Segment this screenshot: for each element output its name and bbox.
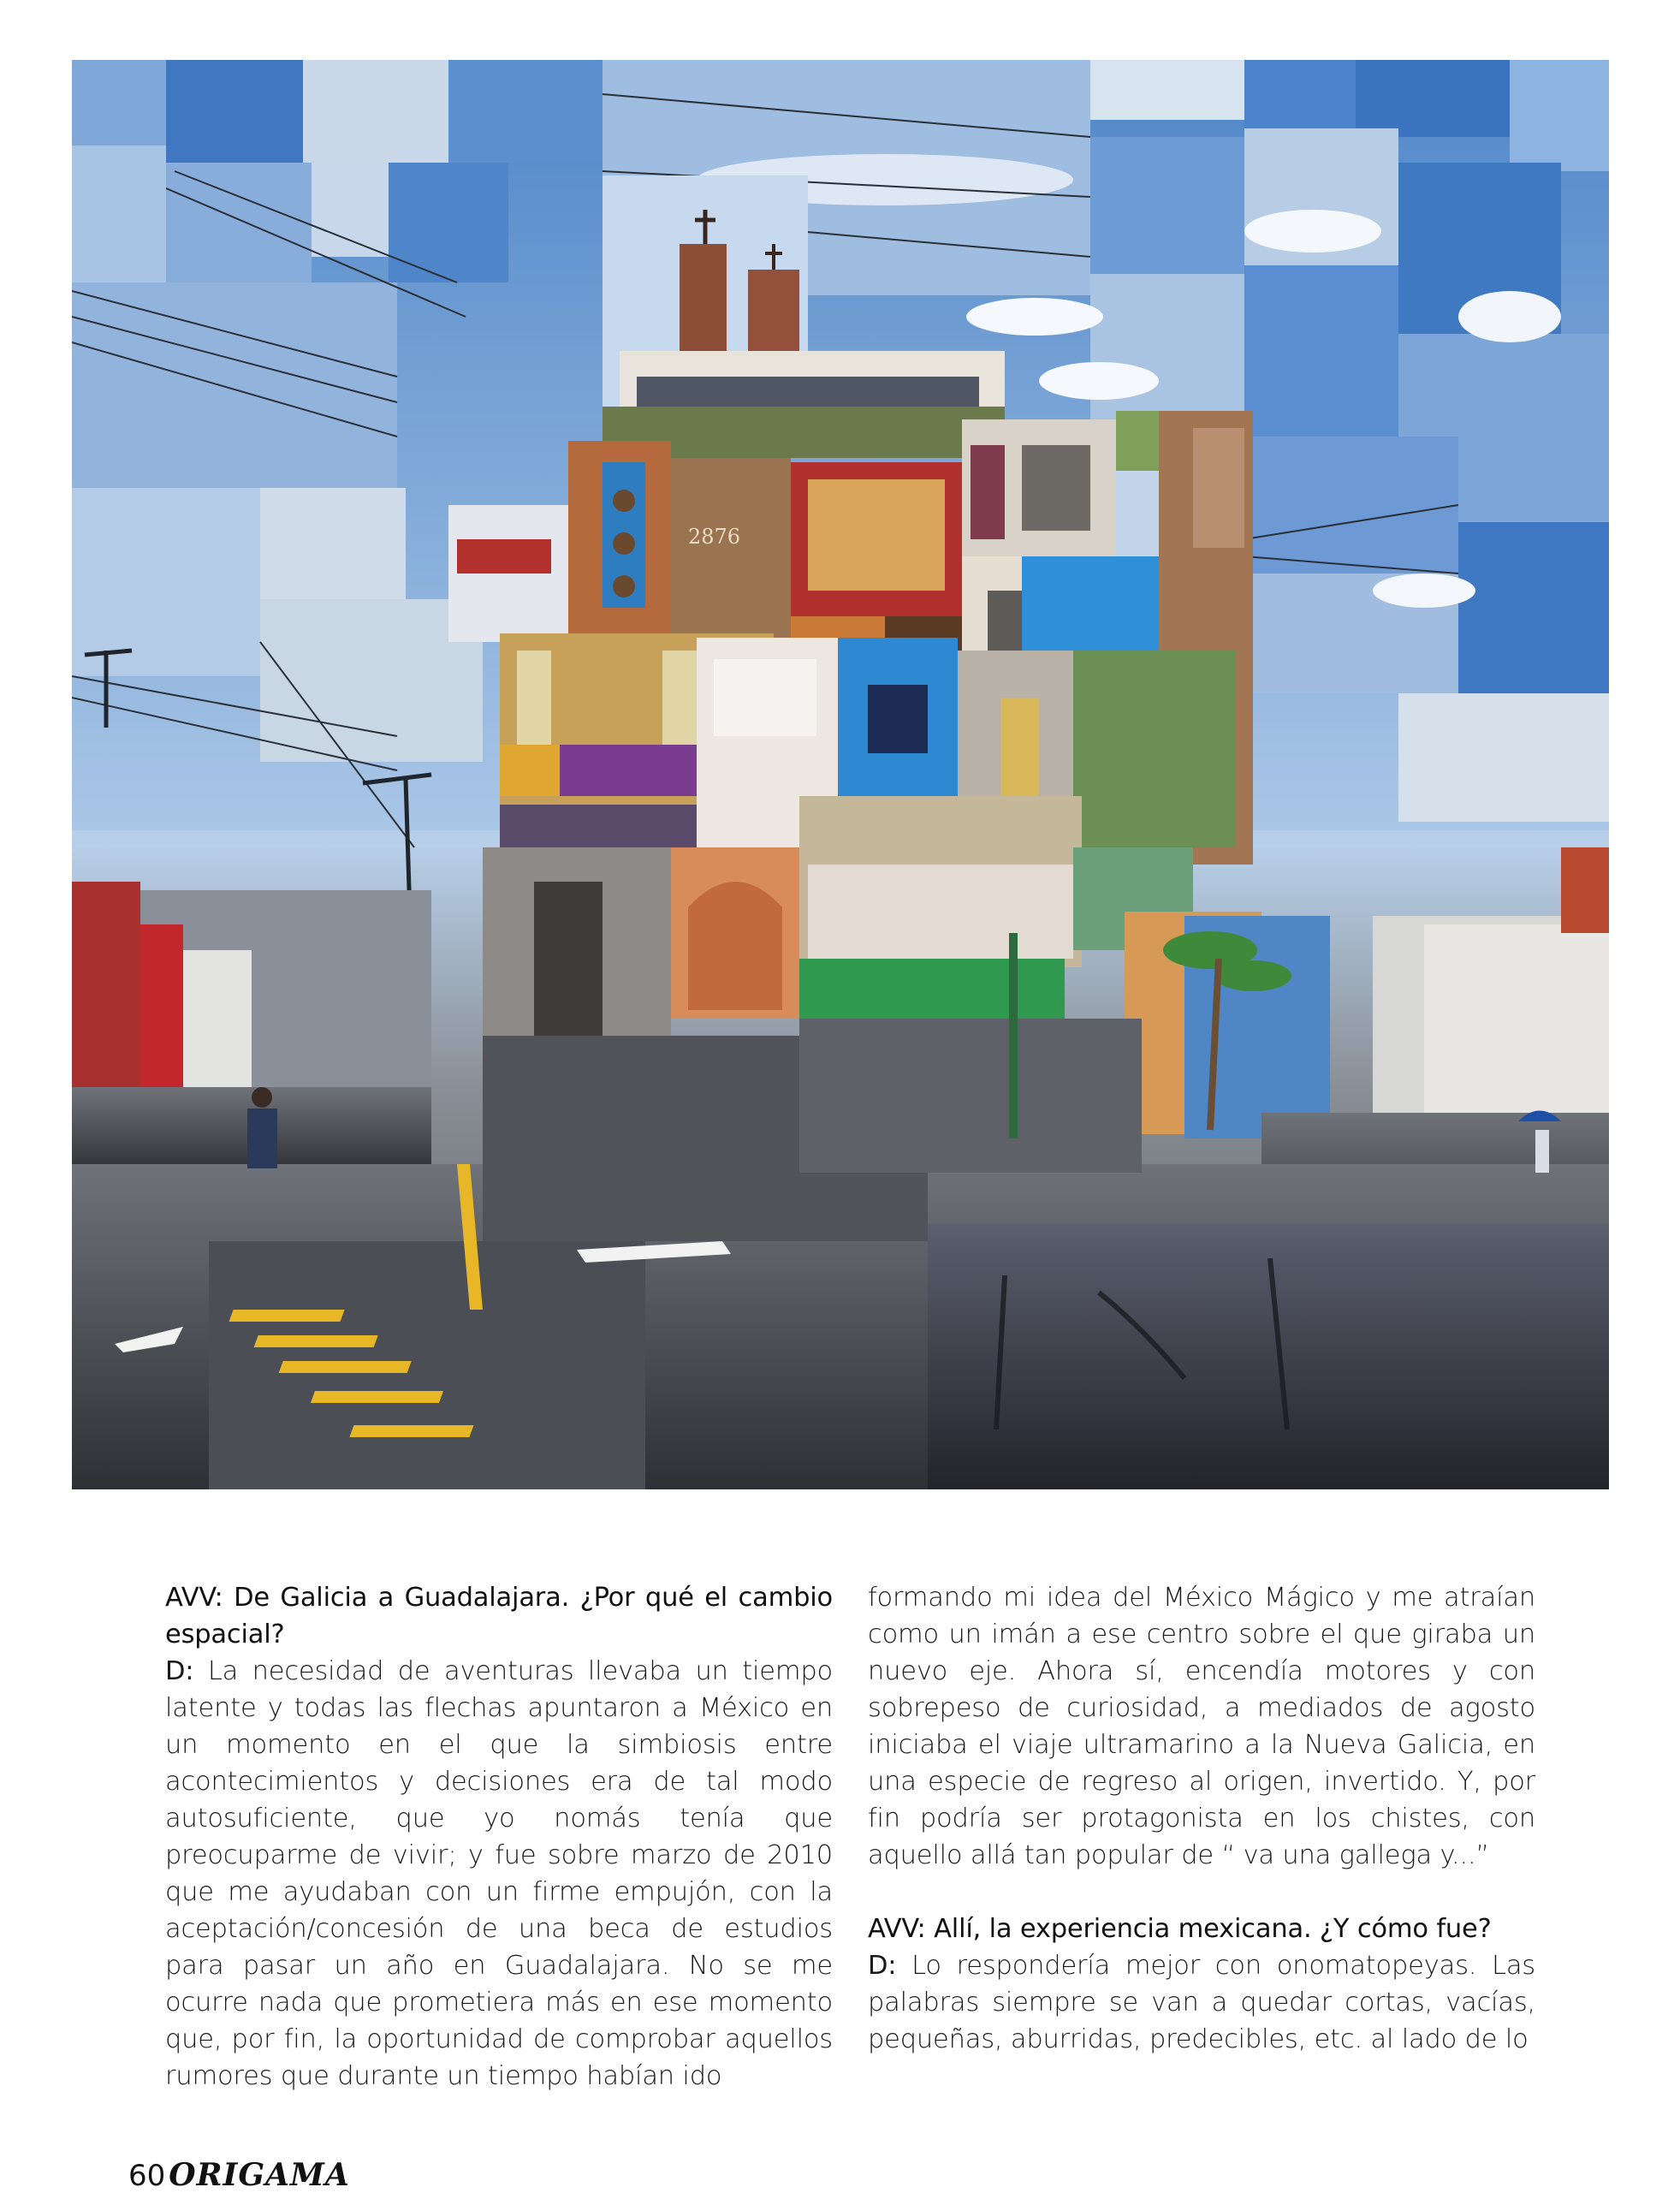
- collage-artwork: [72, 60, 1609, 1489]
- interview-question-2: AVV: Allí, la experiencia mexicana. ¿Y cómo fue?: [868, 1914, 1492, 1944]
- answer-speaker-label-2: D:: [868, 1951, 912, 1981]
- article-right-column: [868, 1579, 1535, 2058]
- magazine-logo: ORIGAMA: [169, 2157, 350, 2193]
- page-number: 60: [128, 2159, 166, 2193]
- interview-question-1: AVV: De Galicia a Guadalajara. ¿Por qué el cambio espacial?: [165, 1583, 833, 1649]
- photo-collage: [72, 60, 1609, 1489]
- interview-answer-2: Lo respondería mejor con onomatopeyas. Las palabras siempre se van a quedar cortas, vacías, pequeñas, aburridas, predecibles, etc. al lado de lo: [868, 1951, 1535, 2054]
- answer-speaker-label-1: D:: [165, 1656, 208, 1686]
- page-footer: [128, 2157, 350, 2193]
- article-left-column: [165, 1579, 833, 2095]
- svg-text:2876: 2876: [688, 525, 741, 549]
- answer-1-continuation: formando mi idea del México Mágico y me atraían como un imán a ese centro sobre el que giraba un nuevo eje. Ahora sí, encendía motores y con sobrepeso de curiosidad, a mediados de agosto iniciaba el viaje ultramarino a la Nueva Galicia, en una especie de regreso al origen, invertido. Y, por fin podría ser protagonista en los chistes, con aquello allá tan popular de “ va una gallega y...”: [868, 1583, 1535, 1870]
- interview-answer-1: La necesidad de aventuras llevaba un tiempo latente y todas las flechas apuntaron a México en un momento en el que la simbiosis entre acontecimientos y decisiones era de tal modo autosuficiente, que yo nomás tenía que preocuparme de vivir; y fue sobre marzo de 2010 que me ayudaban con un firme empujón, con la aceptación/concesión de una beca de estudios para pasar un año en Guadalajara. No se me ocurre nada que prometiera más en ese momento que, por fin, la oportunidad de comprobar aquellos rumores que durante un tiempo habían ido: [165, 1656, 833, 2091]
- interview-qa-1: [165, 1579, 833, 2095]
- interview-qa-2: [868, 1911, 1535, 2058]
